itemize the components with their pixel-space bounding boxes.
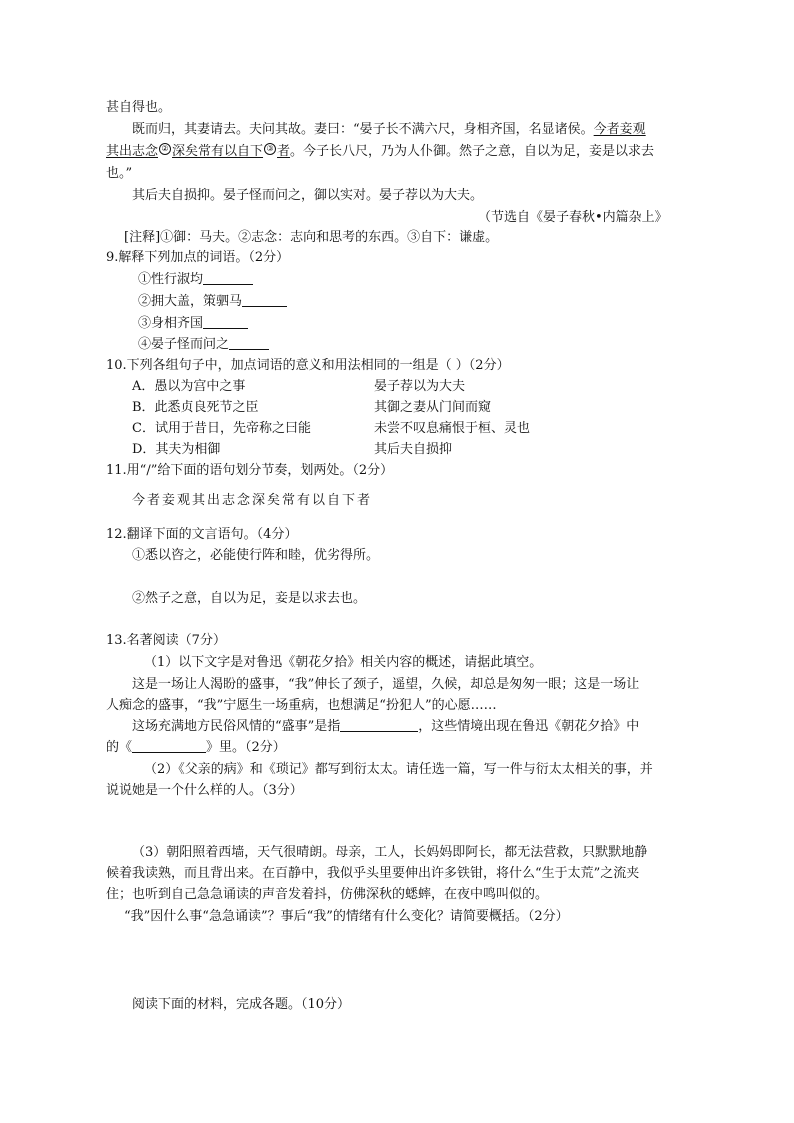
answer-blank[interactable] (203, 271, 253, 285)
answer-blank[interactable] (132, 739, 206, 753)
passage-text: 既而归，其妻请去。夫问其故。妻曰：“晏子长不满六尺，身相齐国，名显诸侯。 (132, 122, 594, 137)
source-citation: （节选自《晏子春秋•内篇杂上》 (478, 210, 668, 225)
q13-part1-text: 这是一场让人渴盼的盛事，“我”伸长了颈子，遥望，久候，却总是匆匆一眼；这是一场让 (132, 677, 640, 692)
q13-part2-text: （2）《父亲的病》和《琐记》都写到衍太太。请任选一篇，写一件与衍太太相关的事，并 (144, 762, 653, 777)
q11-sentence: 今者妾观其出志念深矣常有以自下者 (132, 493, 373, 508)
footnote-marker: ③ (264, 143, 276, 155)
passage-line: 甚自得也。 (106, 100, 172, 115)
q12-item: ②然子之意，自以为足，妾是以求去也。 (132, 591, 367, 606)
q13-part3-text: 候着我读熟，而且背出来。在百静中，我似乎头里要伸出许多铁钳，将什么“生于太荒”之流夹 (106, 866, 640, 881)
answer-blank[interactable] (203, 315, 248, 329)
underlined-text: 今者妾观 (593, 122, 646, 137)
q9-item: ④晏子怪而问之 (138, 336, 269, 354)
question-12-title: 12.翻译下面的文言语句。（4分） (106, 527, 298, 542)
q13-part3-text: 住；也听到自己急急诵读的声音发着抖，仿佛深秋的蟋蟀，在夜中鸣叫似的。 (106, 887, 549, 902)
question-10-title: 10.下列各组句子中，加点词语的意义和用法相同的一组是（ ）（2分） (106, 358, 510, 373)
passage-line: 也。” (106, 166, 133, 181)
q10-option-a: A．愚以为宫中之事 (132, 379, 246, 394)
q13-part1-fill: 的《 》里。（2分） (106, 740, 286, 755)
passage-line (132, 121, 646, 139)
question-9-title: 9.解释下列加点的词语。（2分） (106, 250, 290, 265)
answer-blank[interactable] (229, 336, 269, 350)
underlined-text: 其出志念 ② 深矣常有以自下 ③ 者 (106, 144, 291, 159)
q10-option-b-pair: 其御之妻从门间而窥 (374, 400, 492, 415)
q9-item: ③身相齐国 (138, 315, 248, 333)
q10-option-c: C．试用于昔日，先帝称之曰能 (132, 421, 311, 436)
q13-part1-fill: 这场充满地方民俗风情的“盛事”是指 ，这些情境出现在鲁迅《朝花夕拾》中 (132, 719, 640, 734)
annotation-note: [注释]①御：马夫。②志念：志向和思考的东西。③自下：谦虚。 (124, 230, 499, 245)
q10-option-d: D．其夫为相御 (132, 442, 221, 457)
answer-blank[interactable] (242, 293, 287, 307)
q13-part1-intro: （1）以下文字是对鲁迅《朝花夕拾》相关内容的概述，请据此填空。 (144, 655, 543, 670)
q13-part3-question: “我”因什么事“急急诵读”？事后“我”的情绪有什么变化？请简要概括。（2分） (124, 909, 569, 924)
q10-option-d-pair: 其后夫自损抑 (374, 442, 453, 457)
footnote-marker: ② (159, 143, 171, 155)
q9-item: ①性行淑均 (138, 271, 253, 289)
q13-part3-text: （3）朝阳照着西墙，天气很晴朗。母亲，工人，长妈妈即阿长，都无法营救，只默默地静 (132, 845, 648, 860)
q13-part1-text: 人痴念的盛事，“我”宁愿生一场重病，也想满足“扮犯人”的心愿…… (106, 698, 497, 713)
answer-blank[interactable] (340, 718, 418, 732)
q9-item: ②拥大盖，策驷马 (138, 293, 287, 311)
q10-option-b: B．此悉贞良死节之臣 (132, 400, 259, 415)
passage-line: 其后夫自损抑。晏子怪而问之，御以实对。晏子荐以为大夫。 (132, 188, 484, 203)
question-11-title: 11.用“/”给下面的语句划分节奏，划两处。（2分） (106, 463, 394, 478)
q13-part2-text: 说说她是一个什么样的人。（3分） (106, 783, 303, 798)
question-13-title: 13.名著阅读（7分） (106, 633, 226, 648)
reading-intro: 阅读下面的材料，完成各题。（10分） (132, 997, 351, 1012)
q12-item: ①悉以咨之，必能使行阵和睦，优劣得所。 (132, 548, 380, 563)
passage-text: 。今子长八尺，乃为人仆御。然子之意，自以为足，妾是以求去 (290, 144, 655, 159)
q10-option-a-pair: 晏子荐以为大夫 (374, 379, 466, 394)
passage-line (106, 143, 654, 161)
q10-option-c-pair: 未尝不叹息痛恨于桓、灵也 (374, 421, 531, 436)
